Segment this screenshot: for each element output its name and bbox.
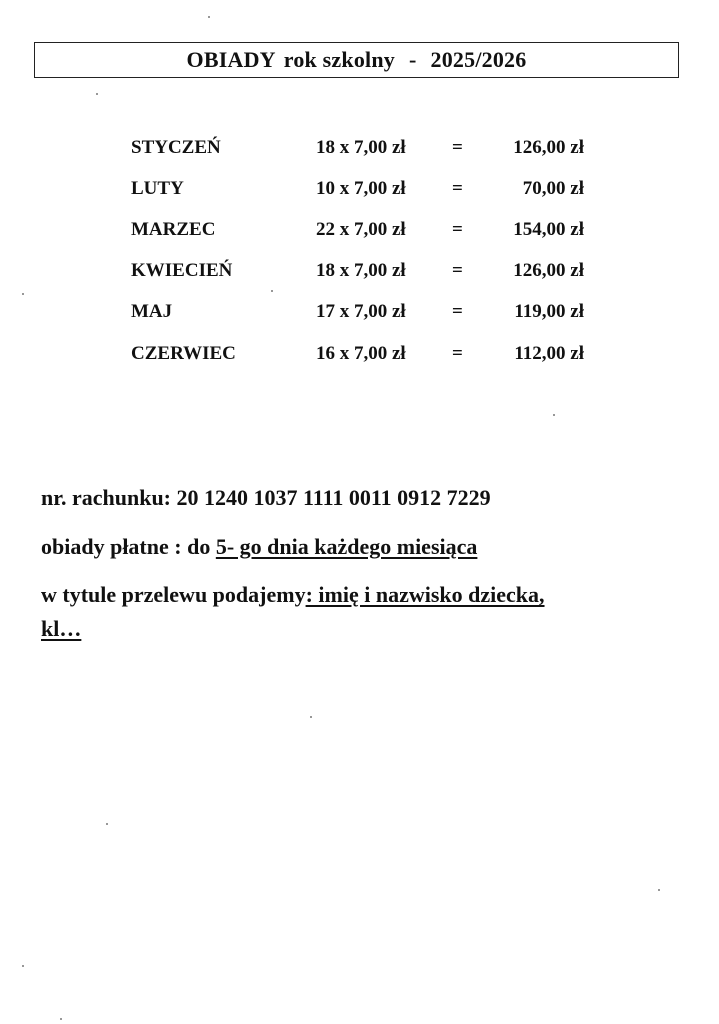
table-row (0, 178, 719, 206)
transfer-title-prefix: w tytule przelewu podajemy (41, 582, 306, 607)
month-name: MARZEC (131, 219, 216, 240)
month-total: 119,00 zł (514, 301, 584, 322)
month-calculation: 18 x 7,00 zł (316, 137, 406, 158)
month-name: LUTY (131, 178, 184, 199)
title-word-obiady: OBIADY (186, 47, 276, 72)
scan-speck (96, 93, 98, 95)
month-name: CZERWIEC (131, 343, 236, 364)
month-calculation: 17 x 7,00 zł (316, 301, 406, 322)
scan-speck (271, 290, 273, 292)
title-year: 2025/2026 (430, 47, 527, 72)
account-number-line: nr. rachunku: 20 1240 1037 1111 0011 0912 7229 (41, 485, 491, 510)
month-total: 70,00 zł (522, 178, 584, 199)
table-row (0, 343, 719, 371)
equals-sign: = (452, 178, 463, 199)
equals-sign: = (452, 343, 463, 364)
month-total: 126,00 zł (513, 137, 584, 158)
table-row (0, 301, 719, 329)
table-row (0, 260, 719, 288)
table-row (0, 219, 719, 247)
title-school-year-label: rok szkolny (283, 47, 395, 72)
month-calculation: 18 x 7,00 zł (316, 260, 406, 281)
month-total: 126,00 zł (513, 260, 584, 281)
transfer-title-line (41, 582, 545, 608)
scan-speck (310, 716, 312, 718)
month-calculation: 16 x 7,00 zł (316, 343, 406, 364)
month-name: STYCZEŃ (131, 137, 221, 158)
equals-sign: = (452, 301, 463, 322)
month-name: KWIECIEŃ (131, 260, 233, 281)
month-total: 112,00 zł (514, 343, 584, 364)
scan-speck (106, 823, 108, 825)
equals-sign: = (452, 137, 463, 158)
scan-speck (208, 16, 210, 18)
month-total: 154,00 zł (513, 219, 584, 240)
equals-sign: = (452, 219, 463, 240)
scan-speck (60, 1018, 62, 1020)
page-title (34, 42, 679, 78)
payment-deadline-prefix: obiady płatne : do (41, 534, 216, 559)
scan-speck (22, 965, 24, 967)
title-dash: - (408, 47, 417, 72)
equals-sign: = (452, 260, 463, 281)
transfer-title-class: kl… (41, 616, 82, 641)
month-calculation: 10 x 7,00 zł (316, 178, 406, 199)
payment-deadline-line (41, 534, 477, 560)
scan-speck (22, 293, 24, 295)
payment-deadline-value: 5- go dnia każdego miesiąca (215, 534, 478, 559)
transfer-title-line-continued (41, 616, 81, 642)
table-row (0, 137, 719, 165)
scan-speck (658, 889, 660, 891)
month-calculation: 22 x 7,00 zł (316, 219, 406, 240)
month-name: MAJ (131, 301, 173, 322)
scan-speck (553, 414, 555, 416)
transfer-title-details: : imię i nazwisko dziecka, (305, 582, 545, 607)
